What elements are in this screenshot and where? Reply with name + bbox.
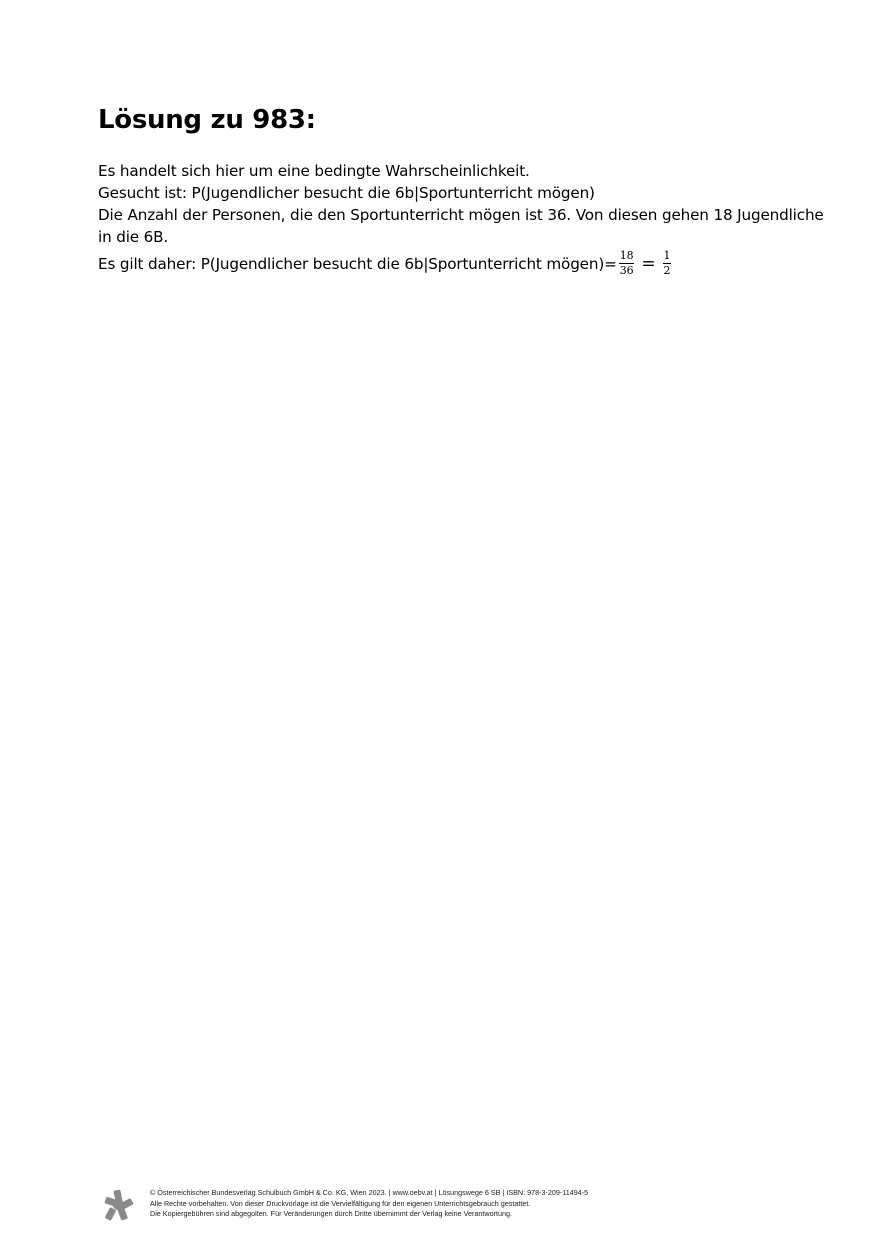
formula-prefix: Es gilt daher: P(Jugendlicher besucht die 6b|Sportunterricht mögen)= <box>98 254 617 273</box>
footer-line-2: Alle Rechte vorbehalten. Von dieser Druckvorlage ist die Vervielfältigung für den eigenen Unterrichtsgebrauch gestattet. <box>150 1198 531 1208</box>
intro-sentence: Es handelt sich hier um eine bedingte Wahrscheinlichkeit. <box>98 162 530 180</box>
copyright-notice <box>150 1188 588 1220</box>
footer-line-1: © Österreichischer Bundesverlag Schulbuch GmbH & Co. KG, Wien 2023. | www.oebv.at | Lösungswege 6 SB | ISBN: 978-3-209-11494-5 <box>150 1188 589 1197</box>
fraction-numerator: 1 <box>663 249 671 262</box>
fraction-18-36 <box>619 250 635 277</box>
equals-sign: = <box>641 253 656 274</box>
page-footer <box>104 1188 588 1221</box>
fraction-denominator: 2 <box>663 264 671 277</box>
fraction-denominator: 36 <box>619 264 634 277</box>
fraction-1-2 <box>663 250 672 277</box>
footer-line-3: Die Kopiergebühren sind abgegolten. Für Veränderungen durch Dritte übernimmt der Verlag keine Verantwortung. <box>150 1209 512 1218</box>
sought-probability: Gesucht ist: P(Jugendlicher besucht die 6b|Sportunterricht mögen) <box>98 184 595 202</box>
explanation-sentence: Die Anzahl der Personen, die den Sportunterricht mögen ist 36. Von diesen gehen 18 Jugendliche in die 6B. <box>98 206 824 246</box>
solution-text <box>98 160 838 277</box>
page-title: Lösung zu 983: <box>98 105 316 135</box>
oebv-logo-icon <box>104 1189 134 1221</box>
result-formula <box>98 250 838 277</box>
fraction-numerator: 18 <box>619 249 634 262</box>
